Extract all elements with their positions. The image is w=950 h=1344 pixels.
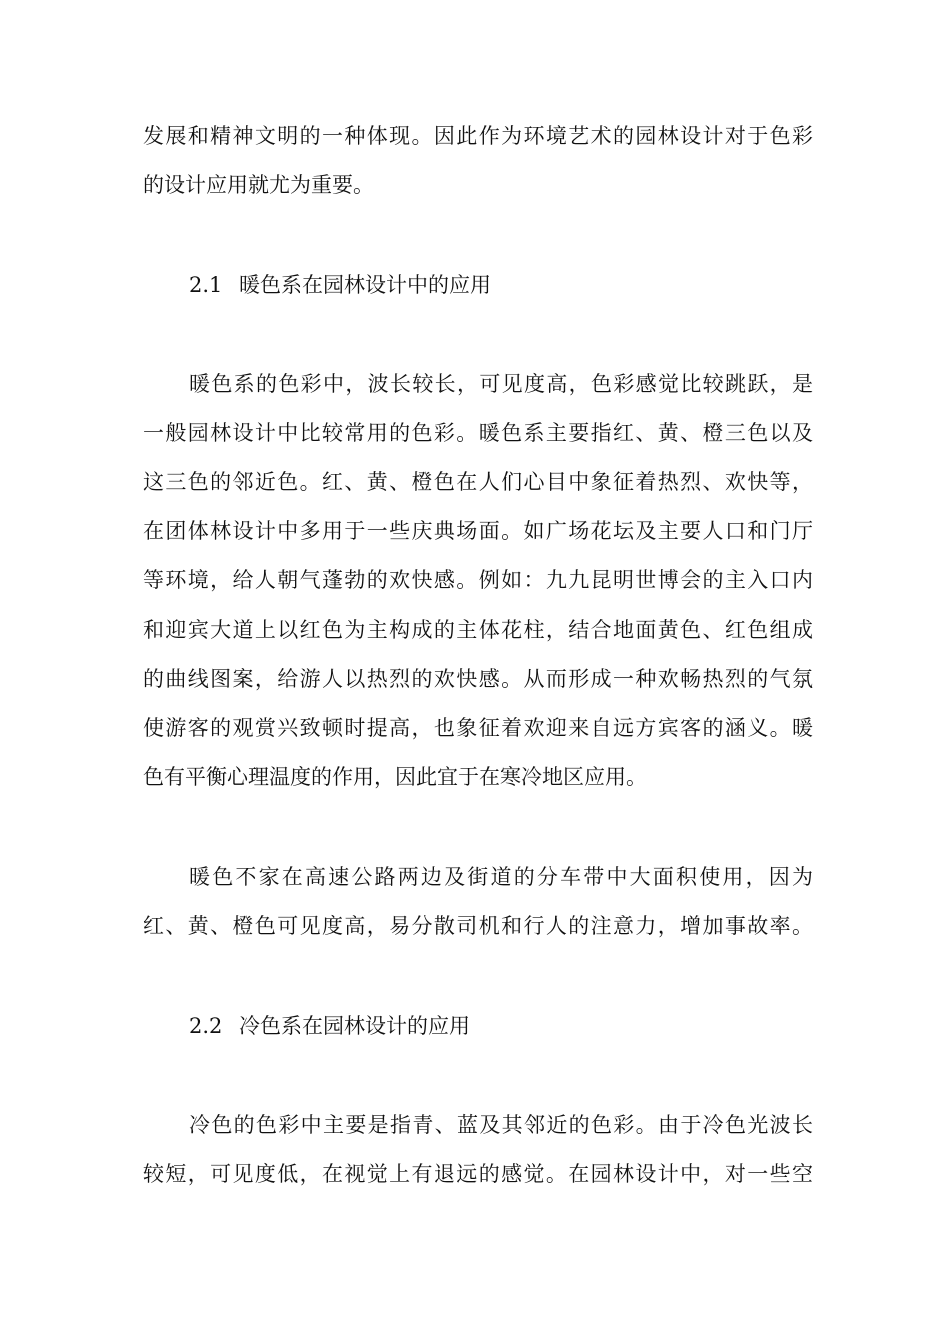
paragraph-line: 色有平衡心理温度的作用，因此宜于在寒冷地区应用。 bbox=[143, 765, 647, 789]
paragraph-line: 暖色不家在高速公路两边及街道的分车带中大面积使用，因为 bbox=[189, 865, 813, 889]
paragraph-line: 和迎宾大道上以红色为主构成的主体花柱，结合地面黄色、红色组成 bbox=[143, 618, 813, 642]
section-heading-2-2 bbox=[189, 1011, 813, 1041]
paragraph-line: 的设计应用就尤为重要。 bbox=[143, 173, 374, 197]
section-title: 冷色系在园林设计的应用 bbox=[239, 1014, 470, 1038]
paragraph-line: 在团体林设计中多用于一些庆典场面。如广场花坛及主要人口和门厅 bbox=[143, 519, 813, 543]
paragraph-line: 这三色的邻近色。红、黄、橙色在人们心目中象征着热烈、欢快等， bbox=[143, 470, 813, 494]
section-heading-2-1 bbox=[189, 270, 813, 300]
paragraph-line: 一般园林设计中比较常用的色彩。暖色系主要指红、黄、橙三色以及 bbox=[143, 421, 813, 445]
section-title: 暖色系在园林设计中的应用 bbox=[239, 273, 491, 297]
paragraph-line: 暖色系的色彩中，波长较长，可见度高，色彩感觉比较跳跃，是 bbox=[189, 372, 813, 396]
section-number: 2.2 bbox=[189, 1014, 223, 1038]
paragraph-line: 红、黄、橙色可见度高，易分散司机和行人的注意力，增加事故率。 bbox=[143, 914, 813, 938]
paragraph-line: 等环境，给人朝气蓬勃的欢快感。例如：九九昆明世博会的主入口内 bbox=[143, 568, 813, 592]
paragraph-line: 的曲线图案，给游人以热烈的欢快感。从而形成一种欢畅热烈的气氛 bbox=[143, 667, 813, 691]
section-number: 2.1 bbox=[189, 273, 223, 297]
paragraph-line: 冷色的色彩中主要是指青、蓝及其邻近的色彩。由于冷色光波长 bbox=[189, 1113, 813, 1137]
paragraph-line: 较短，可见度低，在视觉上有退远的感觉。在园林设计中，对一些空 bbox=[143, 1162, 813, 1186]
paragraph-line: 使游客的观赏兴致顿时提高，也象征着欢迎来自远方宾客的涵义。暖 bbox=[143, 716, 813, 740]
paragraph-line: 发展和精神文明的一种体现。因此作为环境艺术的园林设计对于色彩 bbox=[143, 124, 813, 148]
